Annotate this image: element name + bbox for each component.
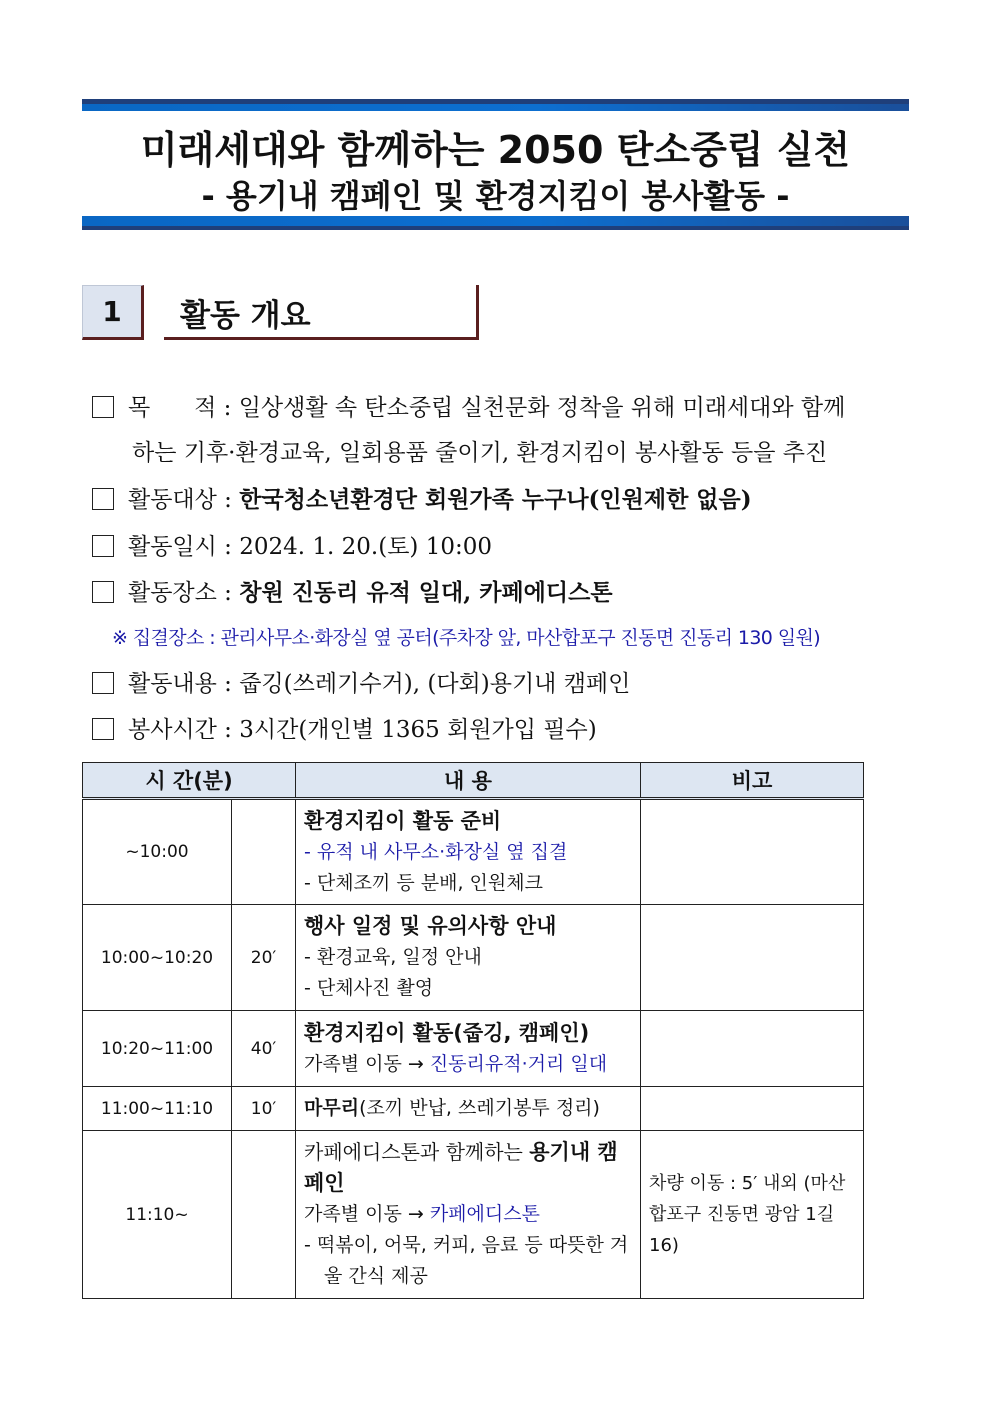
row-title: 환경지킴이 활동 준비 — [304, 808, 502, 833]
place-value: 창원 진동리 유적 일대, 카페에디스톤 — [239, 579, 613, 606]
purpose-label: 목 적 — [128, 395, 217, 421]
table-row — [83, 799, 864, 905]
row-content — [296, 905, 641, 1011]
place-row: 활동장소 : 창원 진동리 유적 일대, 카페에디스톤 — [92, 574, 613, 607]
row-title: 마무리 — [304, 1097, 360, 1119]
banner-top-accent — [82, 99, 909, 104]
purpose-line1: 일상생활 속 탄소중립 실천문화 정착을 위해 미래세대와 함께 — [238, 395, 846, 421]
row-line — [304, 1199, 632, 1230]
row-time: 10:00~10:20 — [83, 905, 232, 1011]
row-title — [304, 1137, 632, 1199]
section-number: 1 — [82, 285, 144, 340]
row-duration — [232, 1131, 296, 1299]
section-heading — [164, 285, 479, 340]
datetime-row: 활동일시 : 2024. 1. 20.(토) 10:00 — [92, 528, 492, 561]
row-line-highlight: 카페에디스톤 — [429, 1203, 540, 1225]
row-note — [641, 1087, 864, 1131]
row-note — [641, 799, 864, 905]
row-line-prefix: 가족별 이동 → — [304, 1052, 430, 1075]
row-duration: 10′ — [232, 1087, 296, 1131]
row-time: ~10:00 — [83, 799, 232, 905]
content-label: 활동내용 — [128, 671, 217, 697]
row-title: 행사 일정 및 유의사항 안내 — [304, 914, 557, 938]
row-note: 차량 이동 : 5′ 내외 (마산합포구 진동면 광암 1길 16) — [641, 1131, 864, 1299]
section-title: 활동 개요 — [180, 298, 311, 334]
meeting-place-note: ※ 집결장소 : 관리사무소·화장실 옆 공터(주차장 앞, 마산합포구 진동면 진동리 130 일원) — [112, 627, 821, 649]
banner-bottom-accent — [82, 226, 909, 230]
row-duration — [232, 799, 296, 905]
checkbox-icon — [92, 396, 114, 418]
row-duration: 20′ — [232, 905, 296, 1011]
hours-value: 3시간(개인별 1365 회원가입 필수) — [239, 717, 597, 743]
document-title: 미래세대와 함께하는 2050 탄소중립 실천 — [140, 128, 851, 172]
row-line: - 유적 내 사무소·화장실 옆 집결 — [304, 840, 568, 863]
target-label: 활동대상 — [128, 487, 217, 513]
table-row — [83, 1131, 864, 1299]
document-subtitle: - 용기내 캠페인 및 환경지킴이 봉사활동 - — [201, 177, 790, 215]
checkbox-icon — [92, 535, 114, 557]
row-content — [296, 1131, 641, 1299]
table-row — [83, 1011, 864, 1087]
row-title-rest: (조끼 반납, 쓰레기봉투 정리) — [359, 1097, 600, 1119]
purpose-row: 목 적 : 일상생활 속 탄소중립 실천문화 정착을 위해 미래세대와 함께 — [92, 389, 845, 422]
row-time: 11:10~ — [83, 1131, 232, 1299]
row-time: 10:20~11:00 — [83, 1011, 232, 1087]
row-content — [296, 1011, 641, 1087]
purpose-row-cont — [132, 434, 827, 467]
header-time: 시 간(분) — [83, 763, 296, 799]
hours-label: 봉사시간 — [128, 717, 217, 743]
table-header-row — [83, 763, 864, 799]
datetime-label: 활동일시 — [128, 534, 217, 560]
row-content — [296, 799, 641, 905]
row-title-prefix: 카페에디스톤과 함께하는 — [304, 1140, 530, 1164]
checkbox-icon — [92, 672, 114, 694]
target-value: 한국청소년환경단 회원가족 누구나(인원제한 없음) — [239, 486, 752, 513]
row-note — [641, 1011, 864, 1087]
row-line — [304, 1049, 632, 1080]
row-time: 11:00~11:10 — [83, 1087, 232, 1131]
row-title: 환경지킴이 활동(줍깅, 캠페인) — [304, 1020, 590, 1045]
header-note: 비고 — [641, 763, 864, 799]
row-line: - 떡볶이, 어묵, 커피, 음료 등 따뜻한 겨울 간식 제공 — [304, 1234, 629, 1287]
hours-row: 봉사시간 : 3시간(개인별 1365 회원가입 필수) — [92, 711, 597, 744]
content-row: 활동내용 : 줍깅(쓰레기수거), (다회)용기내 캠페인 — [92, 665, 630, 698]
content-value: 줍깅(쓰레기수거), (다회)용기내 캠페인 — [239, 671, 631, 697]
row-line: - 환경교육, 일정 안내 — [304, 946, 482, 968]
row-line-highlight: 진동리유적·거리 일대 — [429, 1052, 608, 1075]
schedule-table — [82, 762, 864, 1299]
row-note — [641, 905, 864, 1011]
place-label: 활동장소 — [128, 580, 217, 606]
checkbox-icon — [92, 718, 114, 740]
row-content — [296, 1087, 641, 1131]
row-line: - 단체조끼 등 분배, 인원체크 — [304, 871, 543, 894]
row-line-prefix: 가족별 이동 → — [304, 1203, 430, 1225]
title-banner — [82, 99, 909, 232]
row-title-bold: 용기내 캠페인 — [304, 1140, 618, 1195]
row-line: - 단체사진 촬영 — [304, 977, 434, 999]
target-row: 활동대상 : 한국청소년환경단 회원가족 누구나(인원제한 없음) — [92, 481, 752, 514]
checkbox-icon — [92, 488, 114, 510]
table-row — [83, 905, 864, 1011]
header-content: 내 용 — [296, 763, 641, 799]
purpose-line2: 하는 기후·환경교육, 일회용품 줄이기, 환경지킴이 봉사활동 등을 추진 — [132, 440, 828, 466]
table-row — [83, 1087, 864, 1131]
datetime-value: 2024. 1. 20.(토) 10:00 — [239, 534, 492, 560]
row-duration: 40′ — [232, 1011, 296, 1087]
checkbox-icon — [92, 581, 114, 603]
